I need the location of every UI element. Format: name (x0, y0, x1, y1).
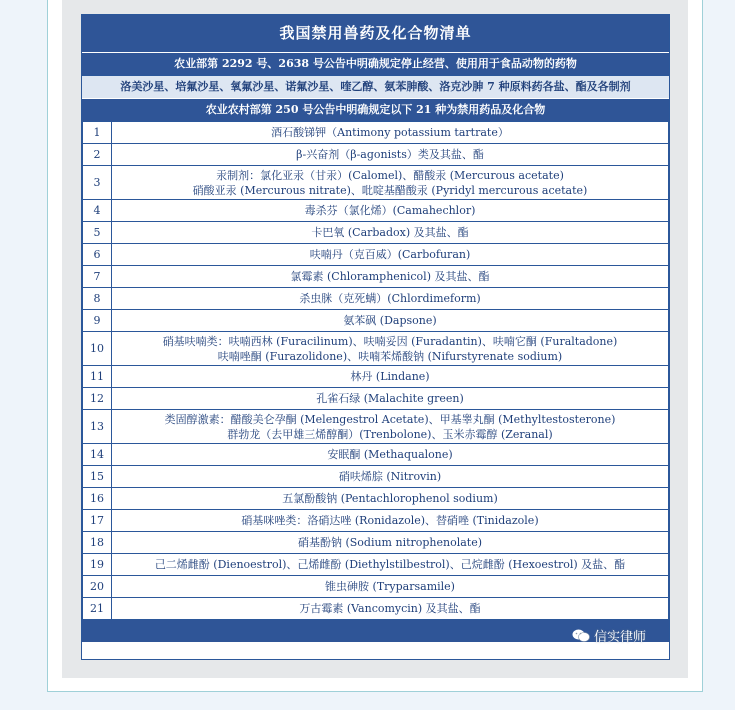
row-number: 7 (83, 266, 112, 288)
banned-drugs-table (82, 121, 669, 620)
drug-name-line: β-兴奋剂（β-agonists）类及其盐、酯 (296, 148, 484, 161)
drug-name-cell (112, 576, 669, 598)
table-row (83, 144, 669, 166)
drug-name-line: 卡巴氧 (Carbadox) 及其盐、酯 (311, 226, 469, 239)
drug-name-cell (112, 222, 669, 244)
drug-name-cell (112, 554, 669, 576)
row-number: 18 (83, 532, 112, 554)
drug-name-cell (112, 288, 669, 310)
drug-name-cell (112, 598, 669, 620)
drug-name-cell (112, 510, 669, 532)
drug-name-cell (112, 488, 669, 510)
drug-name-line: 杀虫脒（克死螨）(Chlordimeform) (299, 292, 481, 305)
drug-name-cell (112, 244, 669, 266)
table-row (83, 598, 669, 620)
row-number: 5 (83, 222, 112, 244)
table-title: 我国禁用兽药及化合物清单 (82, 15, 669, 52)
drug-name-line: 安眠酮 (Methaqualone) (327, 448, 453, 461)
table-row (83, 222, 669, 244)
row-number: 4 (83, 200, 112, 222)
drug-name-line: 氯霉素 (Chloramphenicol) 及其盐、酯 (290, 270, 490, 283)
drug-name-cell (112, 410, 669, 444)
drug-name-cell (112, 332, 669, 366)
drug-name-line: 林丹 (Lindane) (350, 370, 430, 383)
table-row (83, 532, 669, 554)
table-row (83, 388, 669, 410)
row-number: 16 (83, 488, 112, 510)
drug-name-line: 硝基咪唑类：洛硝达唑 (Ronidazole)、替硝唑 (Tinidazole) (241, 514, 539, 527)
table-row (83, 410, 669, 444)
drug-name-line: 呋喃唑酮 (Furazolidone)、呋喃苯烯酸钠 (Nifurstyrenate sodium) (217, 349, 563, 363)
notice-250-header: 农业农村部第 250 号公告中明确规定以下 21 种为禁用药品及化合物 (82, 98, 669, 121)
table-row (83, 444, 669, 466)
table-row (83, 288, 669, 310)
drug-name-line: 氨苯砜 (Dapsone) (343, 314, 437, 327)
table-row (83, 244, 669, 266)
row-number: 8 (83, 288, 112, 310)
drug-name-line: 呋喃丹（克百威）(Carbofuran) (309, 248, 471, 261)
notice-2292-header: 农业部第 2292 号、2638 号公告中明确规定停止经营、使用用于食品动物的药物 (82, 52, 669, 75)
row-number: 21 (83, 598, 112, 620)
drug-name-line: 毒杀芬（氯化烯）(Camahechlor) (304, 204, 476, 217)
drug-name-line: 硝基呋喃类：呋喃西林 (Furacilinum)、呋喃妥因 (Furadantin)、呋喃它酮 (Furaltadone) (162, 334, 618, 348)
wechat-icon (572, 629, 590, 642)
drug-name-cell (112, 200, 669, 222)
drug-name-line: 孔雀石绿 (Malachite green) (316, 392, 464, 405)
row-number: 1 (83, 122, 112, 144)
row-number: 10 (83, 332, 112, 366)
table-row (83, 466, 669, 488)
drug-name-line: 己二烯雌酚 (Dienoestrol)、己烯雌酚 (Diethylstilbestrol)、己烷雌酚 (Hexoestrol) 及盐、酯 (154, 558, 626, 571)
row-number: 19 (83, 554, 112, 576)
table-row (83, 554, 669, 576)
drug-name-cell (112, 532, 669, 554)
row-number: 9 (83, 310, 112, 332)
drug-name-line: 群勃龙（去甲雄三烯醇酮）(Trenbolone)、玉米赤霉醇 (Zeranal) (227, 427, 553, 441)
table-row (83, 310, 669, 332)
row-number: 6 (83, 244, 112, 266)
watermark (572, 626, 646, 645)
table-row (83, 488, 669, 510)
drug-name-line: 类固醇激素：醋酸美仑孕酮 (Melengestrol Acetate)、甲基睾丸酮 (Methyltestosterone) (164, 412, 616, 426)
drug-name-cell (112, 466, 669, 488)
drug-name-line: 五氯酚酸钠 (Pentachlorophenol sodium) (282, 492, 498, 505)
drug-name-cell (112, 166, 669, 200)
row-number: 20 (83, 576, 112, 598)
table-row (83, 576, 669, 598)
drug-name-line: 硝酸亚汞 (Mercurous nitrate)、吡啶基醋酸汞 (Pyridyl mercurous acetate) (192, 183, 588, 197)
table-row (83, 366, 669, 388)
watermark-text: 信实律师 (594, 630, 647, 645)
drug-name-cell (112, 122, 669, 144)
table-row (83, 200, 669, 222)
table-row (83, 332, 669, 366)
table-row (83, 266, 669, 288)
notice-2292-drug-list: 洛美沙星、培氟沙星、氧氟沙星、诺氟沙星、喹乙醇、氨苯胂酸、洛克沙胂 7 种原料药各盐、酯及各制剂 (82, 75, 669, 98)
drug-name-cell (112, 310, 669, 332)
row-number: 13 (83, 410, 112, 444)
banned-drugs-table-image (81, 14, 670, 660)
drug-name-cell (112, 444, 669, 466)
row-number: 3 (83, 166, 112, 200)
drug-name-line: 酒石酸锑钾（Antimony potassium tartrate） (271, 126, 509, 139)
drug-name-line: 硝呋烯腙 (Nitrovin) (338, 470, 442, 483)
table-row (83, 510, 669, 532)
row-number: 2 (83, 144, 112, 166)
drug-name-cell (112, 388, 669, 410)
row-number: 14 (83, 444, 112, 466)
drug-name-cell (112, 144, 669, 166)
row-number: 15 (83, 466, 112, 488)
drug-name-cell (112, 266, 669, 288)
row-number: 12 (83, 388, 112, 410)
table-row (83, 122, 669, 144)
row-number: 11 (83, 366, 112, 388)
drug-name-line: 硝基酚钠 (Sodium nitrophenolate) (297, 536, 483, 549)
drug-name-line: 万古霉素 (Vancomycin) 及其盐、酯 (299, 602, 481, 615)
table-row (83, 166, 669, 200)
drug-name-line: 汞制剂：氯化亚汞（甘汞）(Calomel)、醋酸汞 (Mercurous acetate) (216, 168, 564, 182)
drug-name-line: 锥虫砷胺 (Tryparsamile) (325, 580, 455, 593)
row-number: 17 (83, 510, 112, 532)
drug-name-cell (112, 366, 669, 388)
